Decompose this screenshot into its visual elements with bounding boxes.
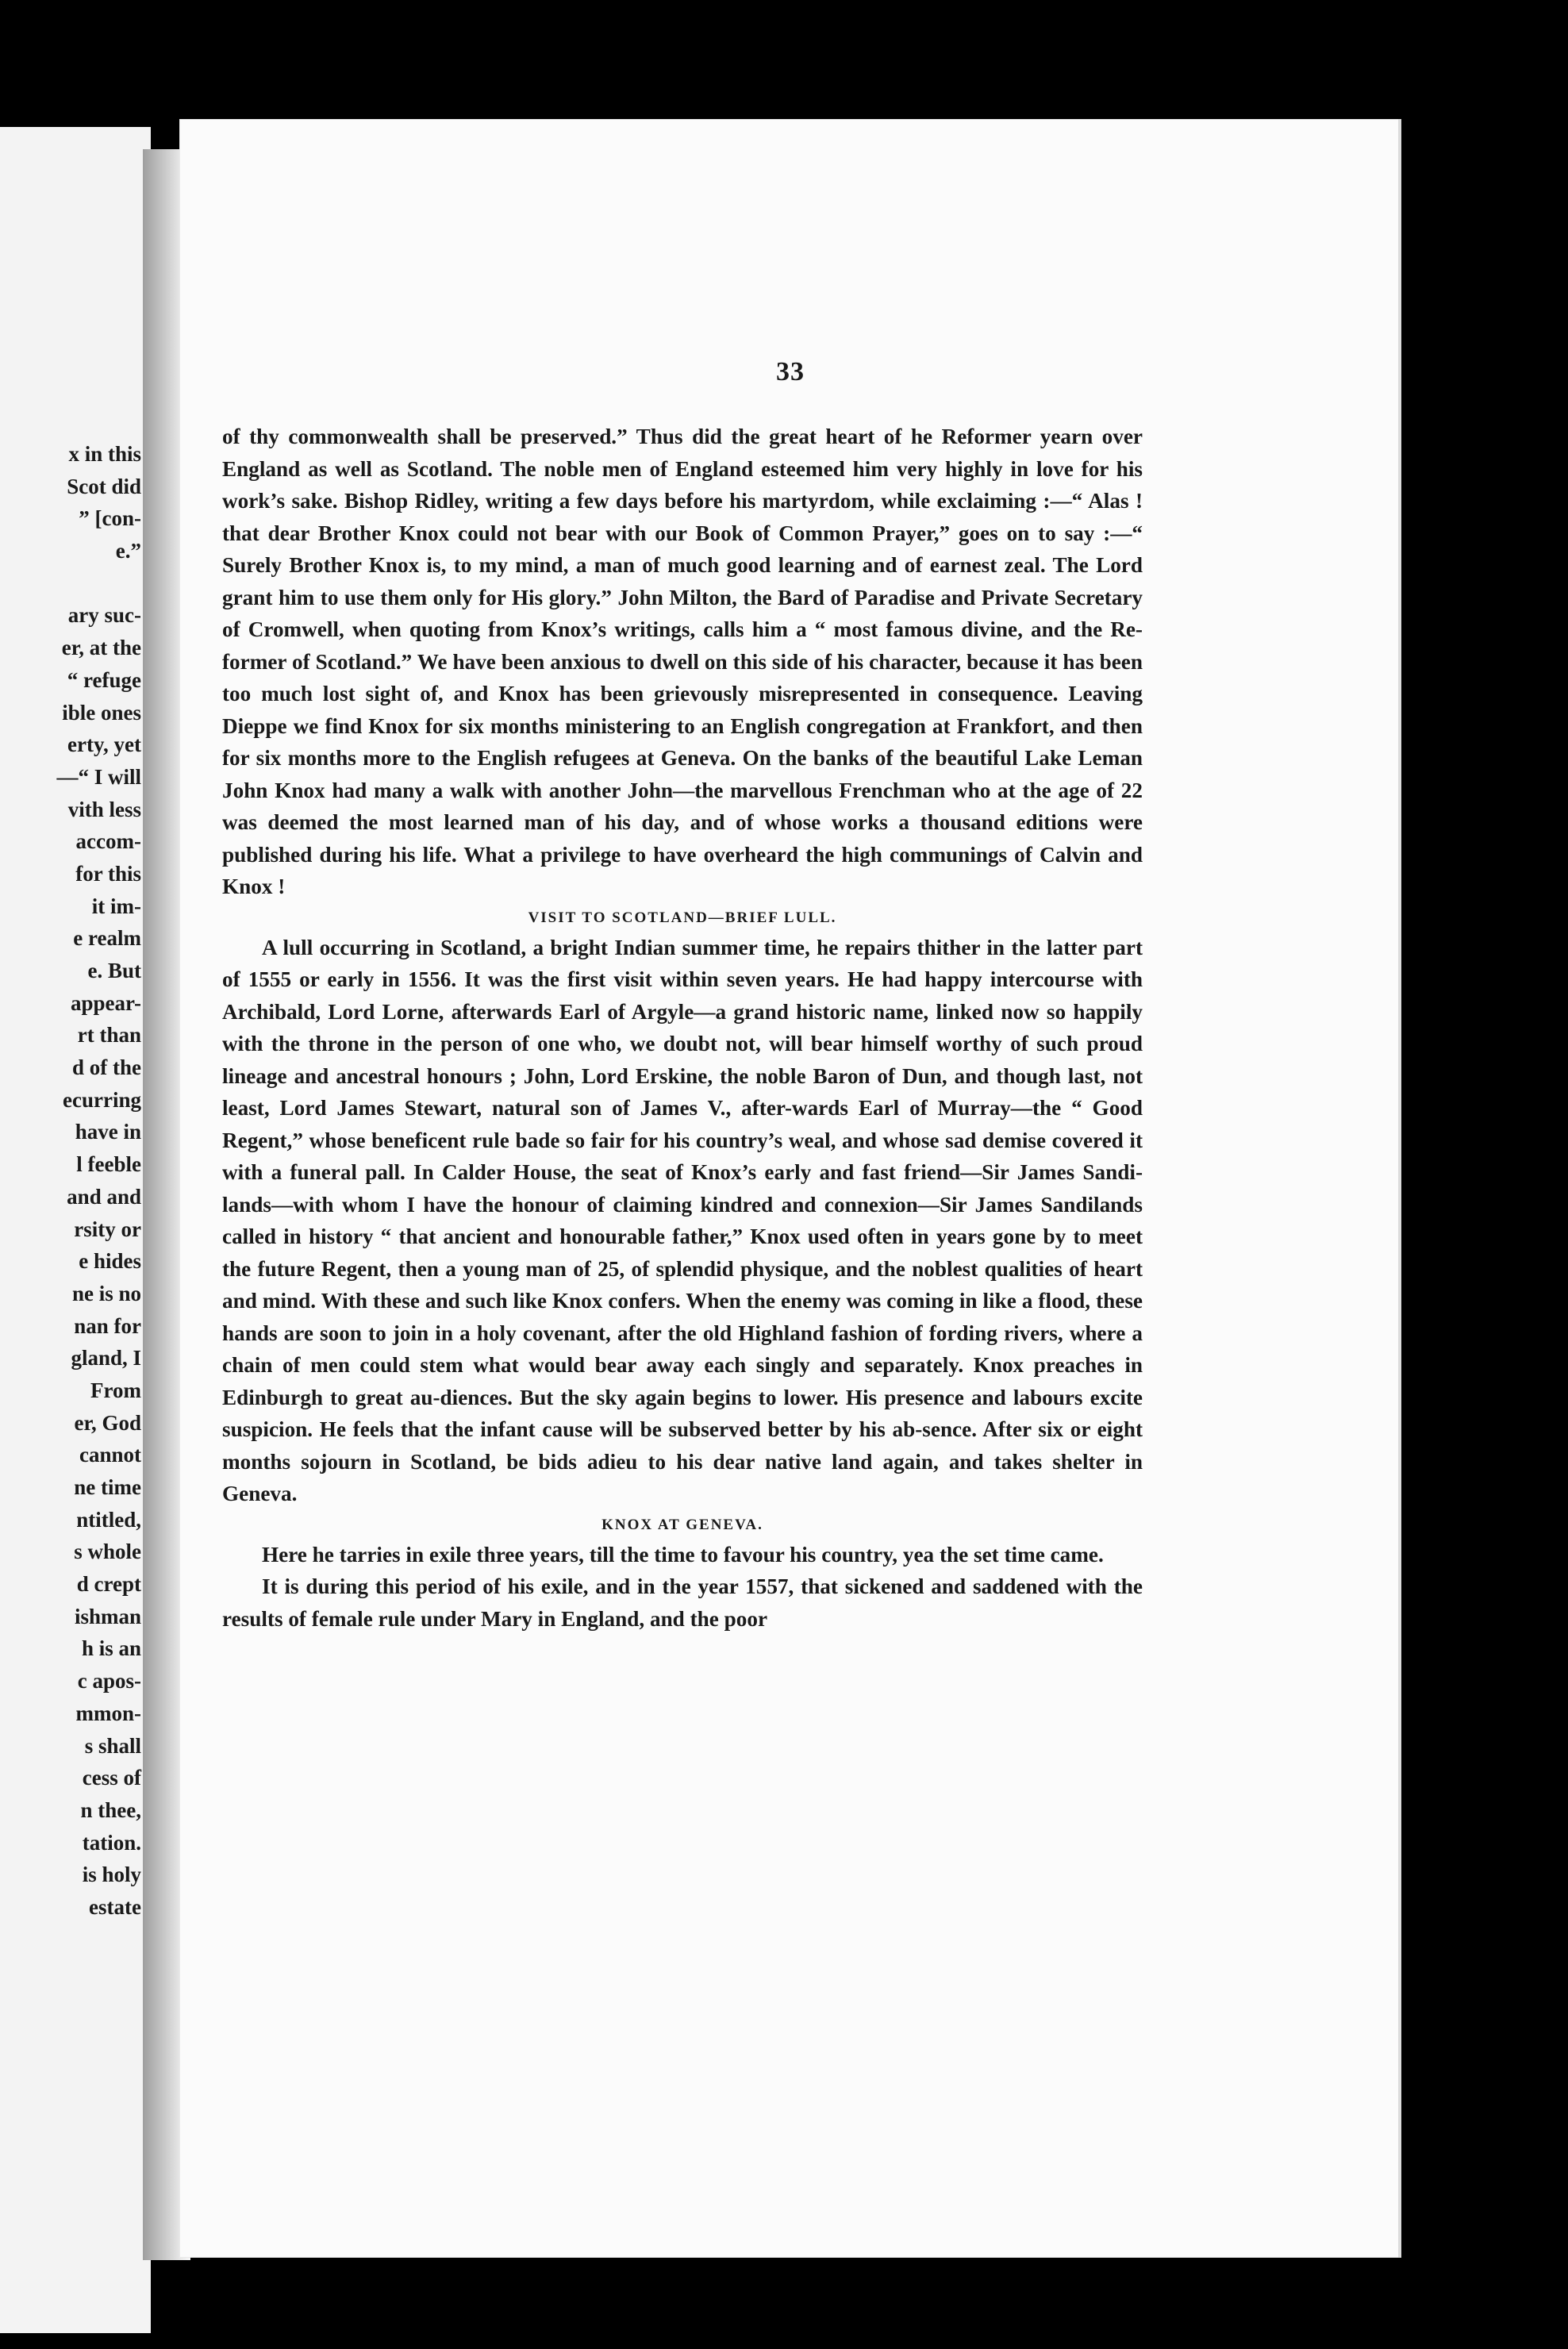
previous-page-line: From bbox=[90, 1378, 141, 1402]
previous-page-line: ntitled, bbox=[76, 1507, 141, 1532]
previous-page-line: n thee, bbox=[80, 1797, 141, 1822]
previous-page-line: e realm bbox=[73, 926, 141, 951]
previous-page-line: erty, yet bbox=[67, 732, 141, 757]
previous-page-line: er, God bbox=[74, 1410, 141, 1435]
previous-page-line: have in bbox=[75, 1120, 141, 1144]
previous-page-line: appear- bbox=[71, 990, 141, 1015]
previous-page-line: h is an bbox=[81, 1636, 141, 1661]
previous-page-line: ne time bbox=[74, 1475, 141, 1499]
previous-page bbox=[0, 127, 151, 2333]
previous-page-line: ary suc- bbox=[67, 603, 141, 628]
previous-page-line: s whole bbox=[74, 1540, 141, 1564]
previous-page-text bbox=[56, 438, 141, 1924]
previous-page-line: ” [con- bbox=[79, 506, 141, 531]
previous-page-line: er, at the bbox=[61, 636, 141, 660]
paragraph: of thy commonwealth shall be preserved.” Thus did the great heart of he Reformer yearn over England as well as Scotland. The noble men of England esteemed him very highly in love for his work’s sake. Bishop Ridley, writing a few days before his martyrdom, while exclaiming :—“ Alas ! that dear Brother Knox could not bear with our Book of Common Prayer,” goes on to say :—“ Surely Brother Knox is, to my mind, a man of much good learning and of earnest zeal. The Lord grant him to use them only for His glory.” John Milton, the Bard of Paradise and Private Secretary of Cromwell, when quoting from Knox’s writings, calls him a “ most famous divine, and the Re-former of Scotland.” We have been anxious to dwell on this side of his character, because it has been too much lost sight of, and Knox has been grievously misrepresented in consequence. Leaving Dieppe we find Knox for six months ministering to an English congregation at Frankfort, and then for six months more to the English refugees at Geneva. On the banks of the beautiful Lake Leman John Knox had many a walk with another John—the marvellous Frenchman who at the age of 22 was deemed the most learned man of his day, and of whose works a thousand editions were published during his life. What a privilege to have overheard the high communings of Calvin and Knox ! bbox=[222, 425, 1143, 898]
page-edge bbox=[1398, 119, 1401, 2258]
previous-page-line bbox=[56, 567, 141, 600]
previous-page-line: s shall bbox=[84, 1733, 141, 1758]
page-body bbox=[222, 421, 1143, 1635]
previous-page-line: rsity or bbox=[74, 1217, 141, 1241]
page-number: 33 bbox=[776, 357, 805, 386]
previous-page-line: c apos- bbox=[77, 1669, 141, 1694]
previous-page-line: ne is no bbox=[71, 1281, 141, 1305]
previous-page-line: for this bbox=[75, 861, 141, 886]
previous-page-line: —“ I will bbox=[56, 764, 141, 789]
section-heading: VISIT TO SCOTLAND—BRIEF LULL. bbox=[528, 909, 837, 926]
previous-page-line: d of the bbox=[72, 1055, 141, 1080]
previous-page-line: and and bbox=[67, 1184, 141, 1209]
previous-page-line: cess of bbox=[82, 1766, 141, 1790]
previous-page-line: ecurring bbox=[63, 1087, 141, 1112]
previous-page-line: estate bbox=[89, 1894, 141, 1919]
previous-page-line: Scot did bbox=[67, 474, 141, 498]
paragraph: It is during this period of his exile, and in the year 1557, that sickened and saddened with the results of female rule under Mary in England, and the poor bbox=[222, 1574, 1143, 1631]
previous-page-line: l feeble bbox=[76, 1152, 141, 1177]
previous-page-line: is holy bbox=[82, 1863, 141, 1887]
previous-page-line: rt than bbox=[77, 1023, 141, 1048]
previous-page-line: it im- bbox=[91, 894, 141, 918]
previous-page-line: nan for bbox=[74, 1313, 141, 1338]
previous-page-line: ishman bbox=[74, 1604, 141, 1628]
previous-page-line: e.” bbox=[115, 539, 141, 563]
previous-page-line: d crept bbox=[76, 1572, 141, 1597]
previous-page-line: mmon- bbox=[75, 1701, 141, 1725]
previous-page-line: vith less bbox=[67, 797, 141, 821]
previous-page-line: tation. bbox=[82, 1830, 141, 1855]
previous-page-line: “ refuge bbox=[67, 667, 141, 692]
paragraph: Here he tarries in exile three years, till the time to favour his country, yea the set time came. bbox=[262, 1542, 1104, 1567]
section-heading: KNOX AT GENEVA. bbox=[601, 1516, 763, 1533]
previous-page-line: e hides bbox=[79, 1249, 141, 1274]
previous-page-line: gland, I bbox=[71, 1346, 141, 1371]
previous-page-line: ible ones bbox=[62, 700, 141, 725]
previous-page-line: x in this bbox=[68, 442, 141, 466]
current-page bbox=[179, 119, 1401, 2258]
previous-page-line: cannot bbox=[79, 1443, 141, 1467]
paragraph: A lull occurring in Scotland, a bright Indian summer time, he repairs thither in the latter part of 1555 or early in 1556. It was the first visit within seven years. He had happy intercourse with Archibald, Lord Lorne, afterwards Earl of Argyle—a grand historic name, linked now so happily with the throne in the person of one who, we doubt not, will bear himself worthy of such proud lineage and ancestral honours ; John, Lord Erskine, the noble Baron of Dun, and though last, not least, Lord James Stewart, natural son of James V., after-wards Earl of Murray—the “ Good Regent,” whose beneficent rule bade so fair for his country’s weal, and whose sad demise covered it with a funeral pall. In Calder House, the seat of Knox’s early and fast friend—Sir James Sandi-lands—with whom I have the honour of claiming kindred and connexion—Sir James Sandilands called in history “ that ancient and honourable father,” Knox used often in years gone by to meet the future Regent, then a young man of 25, of splendid physique, and the noblest qualities of heart and mind. With these and such like Knox confers. When the enemy was coming in like a flood, these hands are soon to join in a holy covenant, after the old Highland fashion of fording rivers, where a chain of men could stem what would bear away each singly and separately. Knox preaches in Edinburgh to great au-diences. But the sky again begins to lower. His presence and labours excite suspicion. He feels that the infant cause will be subserved better by his ab-sence. After six or eight months sojourn in Scotland, be bids adieu to his dear native land again, and takes shelter in Geneva. bbox=[222, 935, 1143, 1505]
previous-page-line: accom- bbox=[75, 829, 141, 854]
previous-page-line: e. But bbox=[87, 959, 141, 982]
